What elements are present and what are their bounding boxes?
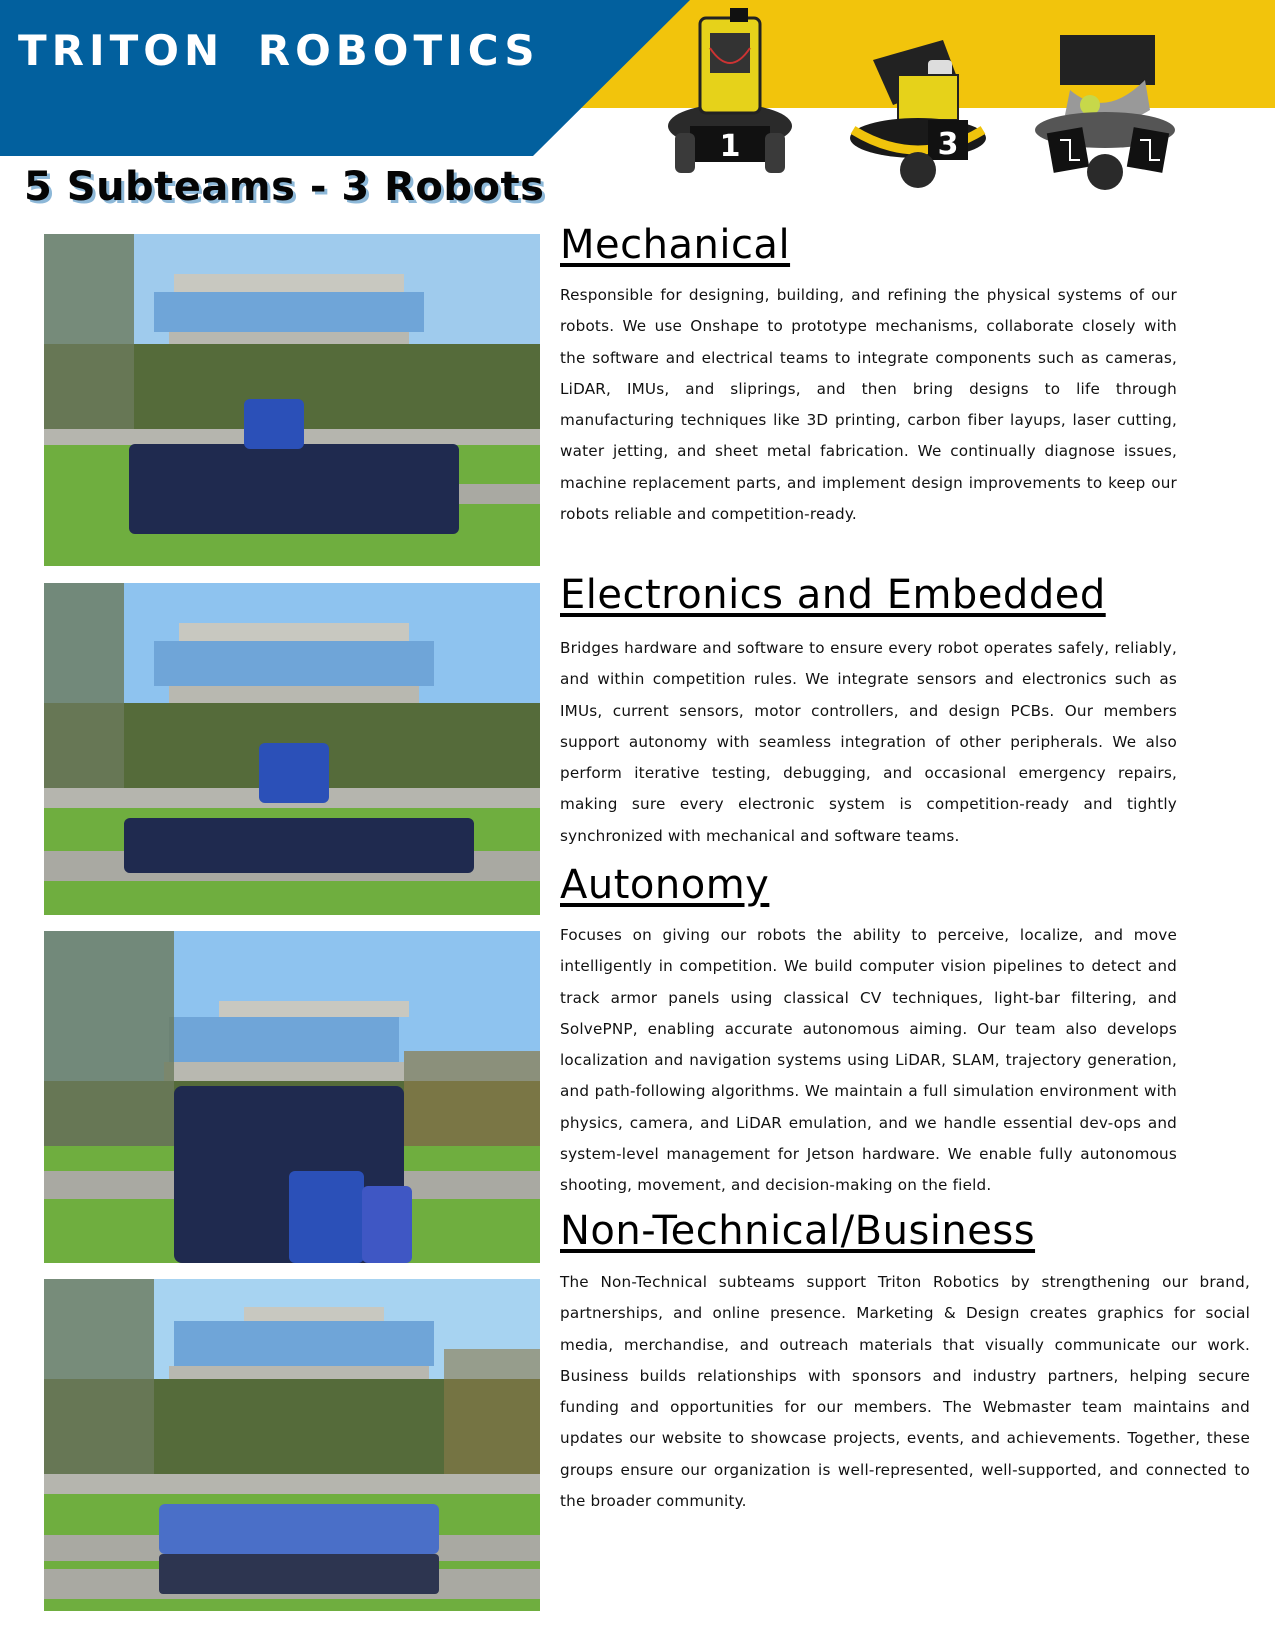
section-body-electronics: Bridges hardware and software to ensure every robot operates safely, reliably, and within competition rules. We integrate sensors and electronics such as IMUs, current sensors, motor controllers, and design PCBs. Our members support autonomy with seamless integration of other peripherals. We also perform iterative testing, debugging, and occasional emergency repairs, making sure every electronic system is competition-ready and tightly synchronized with mechanical and software teams.: [560, 639, 1177, 845]
robot-1-image: [655, 8, 805, 178]
page-subtitle: 5 Subteams - 3 Robots: [24, 164, 545, 210]
section-heading-autonomy: Autonomy: [560, 862, 770, 908]
autonomy-team-photo: [44, 931, 540, 1263]
section-body-business: The Non-Technical subteams support Triton Robotics by strengthening our brand, partnerships, and online presence. Marketing & Design creates graphics for social media, merchandise, and outreach materials that visually communicate our work. Business builds relationships with sponsors and industry partners, helping secure funding and opportunities for our members. The Webmaster team maintains and updates our website to showcase projects, events, and achievements. Together, these groups ensure our organization is well-represented, well-supported, and connected to the broader community.: [560, 1273, 1250, 1511]
robot-3-number: 3: [937, 127, 959, 162]
section-heading-mechanical: Mechanical: [560, 222, 791, 268]
section-body-mechanical: Responsible for designing, building, and refining the physical systems of our robots. We use Onshape to prototype mechanisms, collaborate closely with the software and electrical teams to integrate components such as cameras, LiDAR, IMUs, and sliprings, and then bring designs to life through manufacturing techniques like 3D printing, carbon fiber layups, laser cutting, water jetting, and sheet metal fabrication. We continually diagnose issues, machine replacement parts, and implement design improvements to keep our robots reliable and competition-ready.: [560, 286, 1177, 524]
brand-title: TRITON ROBOTICS: [18, 26, 540, 75]
section-body-autonomy: Focuses on giving our robots the ability to perceive, localize, and move intelligently in competition. We build computer vision pipelines to detect and track armor panels using classical CV techniques, light-bar filtering, and SolvePNP, enabling accurate autonomous aiming. Our team also develops localization and navigation systems using LiDAR, SLAM, trajectory generation, and path-following algorithms. We maintain a full simulation environment with physics, camera, and LiDAR emulation, and we handle essential dev-ops and system-level management for Jetson hardware. We enable fully autonomous shooting, movement, and decision-making on the field.: [560, 926, 1177, 1195]
business-team-photo: [44, 1279, 540, 1611]
mechanical-team-photo: [44, 234, 540, 566]
robot-sentry-image: [1030, 20, 1180, 190]
robot-3-image: [843, 20, 993, 190]
header-blue-band: [0, 0, 700, 156]
section-heading-business: Non-Technical/Business: [560, 1208, 1036, 1254]
robot-1-number: 1: [719, 129, 741, 164]
section-heading-electronics: Electronics and Embedded: [560, 572, 1106, 618]
electronics-team-photo: [44, 583, 540, 915]
